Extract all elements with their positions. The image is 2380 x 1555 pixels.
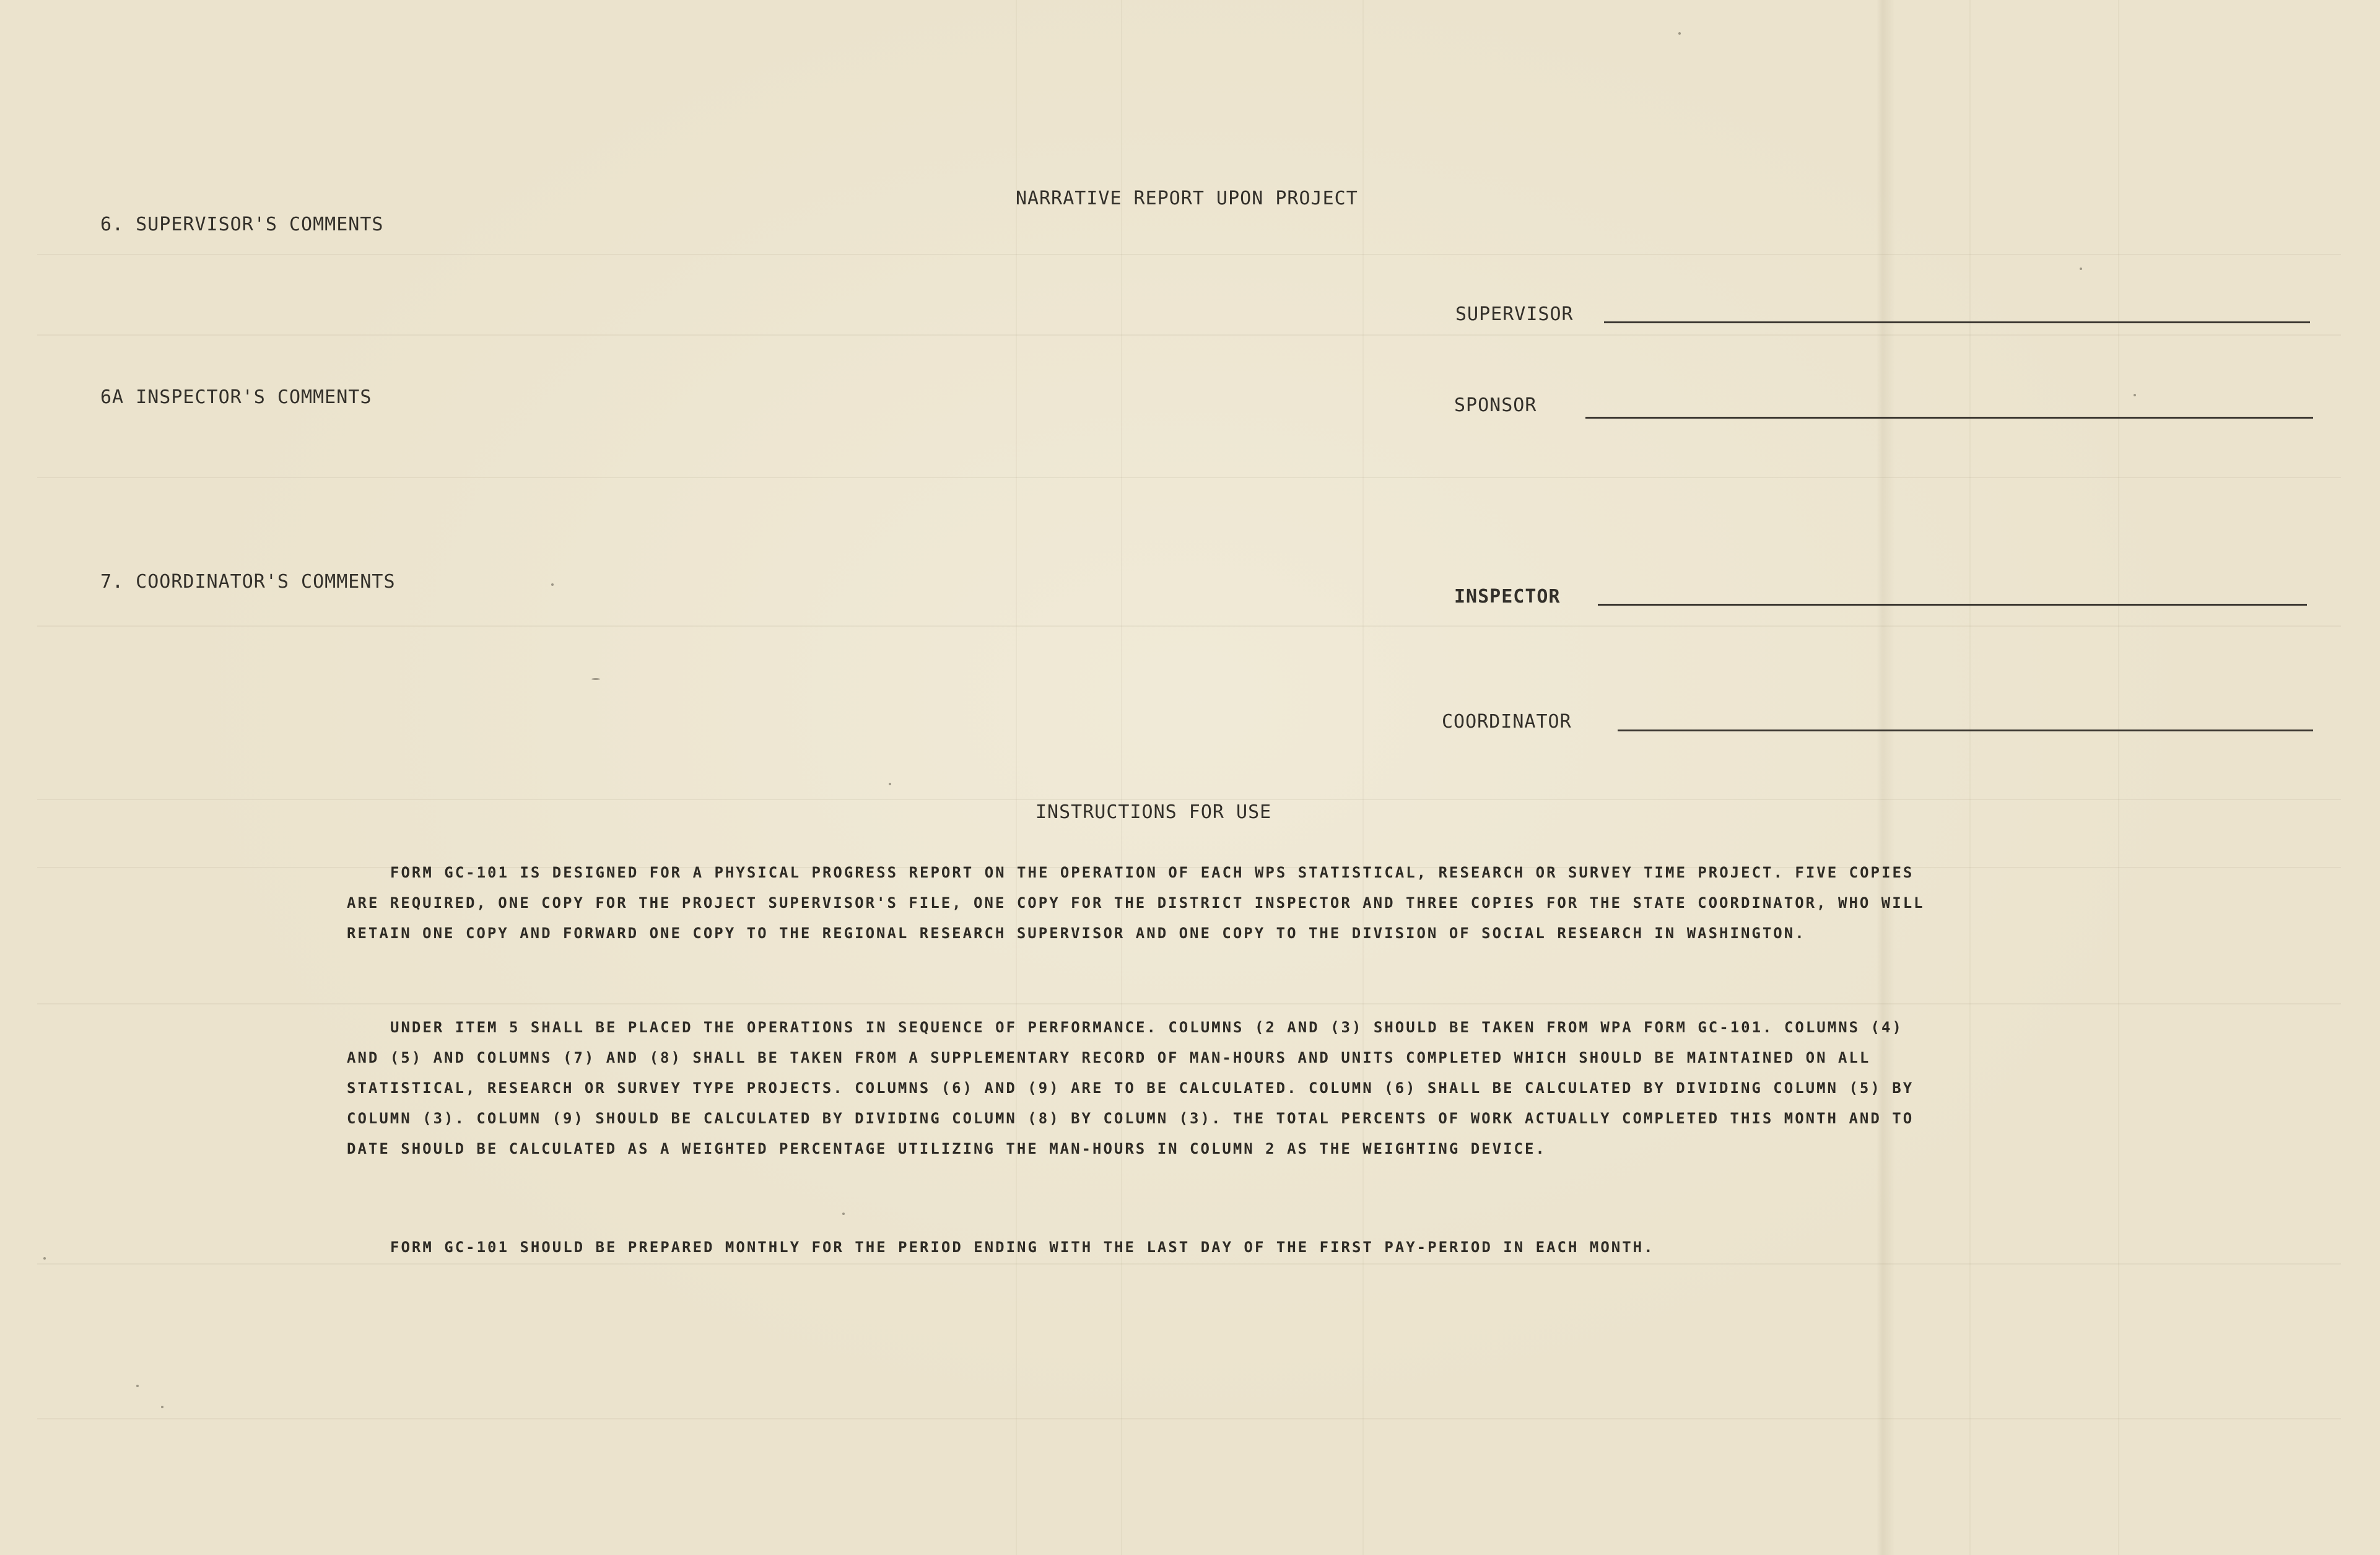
instructions-text: FORM GC-101 IS DESIGNED FOR A PHYSICAL PROGRESS REPORT ON THE OPERATION OF EACH WPS STATISTICAL, RESEARCH OR SURVEY TIME PROJECT. FIVE COPIES ARE REQUIRED, ONE COPY FOR THE PROJECT SUPERVISOR'S FILE, ONE COPY FOR THE DISTRICT INSPECTOR AND THREE COPIES FOR THE STATE COORDINATOR, WHO WILL RETAIN ONE COPY AND FORWARD ONE COPY TO THE REGIONAL RESEARCH SUPERVISOR AND ONE COPY TO THE DIVISION OF SOCIAL RESEARCH IN WASHINGTON.: [347, 864, 1925, 942]
paper-speck: [43, 1257, 46, 1260]
instructions-text: FORM GC-101 SHOULD BE PREPARED MONTHLY FOR THE PERIOD ENDING WITH THE LAST DAY OF THE FIRST PAY-PERIOD IN EACH MONTH.: [390, 1239, 1655, 1256]
ghost-rule: [37, 254, 2341, 255]
ghost-rule: [37, 477, 2341, 478]
coordinator-signature-label: COORDINATOR: [1442, 711, 1572, 733]
inspector-comments-label: 6A INSPECTOR'S COMMENTS: [100, 386, 372, 408]
instructions-heading: INSTRUCTIONS FOR USE: [1035, 801, 1272, 823]
instructions-paragraph-3: [347, 1232, 1932, 1263]
coordinator-comments-label: 7. COORDINATOR'S COMMENTS: [100, 571, 396, 593]
ghost-rule: [1121, 0, 1122, 1555]
inspector-signature-line: [1598, 604, 2307, 606]
ghost-rule: [1969, 0, 1971, 1555]
paper-speck: [161, 1406, 163, 1408]
sponsor-signature-line: [1585, 417, 2313, 419]
instructions-paragraph-2: [347, 1013, 1932, 1164]
paper-speck: [2080, 268, 2082, 270]
supervisor-comments-label: 6. SUPERVISOR'S COMMENTS: [100, 214, 384, 235]
sponsor-signature-label: SPONSOR: [1454, 394, 1537, 416]
supervisor-signature-line: [1604, 321, 2310, 323]
paper-speck: [889, 783, 891, 785]
ghost-rule: [37, 1263, 2341, 1265]
page-title: NARRATIVE REPORT UPON PROJECT: [1016, 188, 1358, 209]
paper-speck: [136, 1385, 139, 1387]
ghost-rule: [1016, 0, 1017, 1555]
coordinator-signature-line: [1618, 730, 2313, 731]
ghost-rule: [37, 625, 2341, 627]
ghost-rule: [37, 1003, 2341, 1004]
paper-speck: [591, 678, 600, 680]
paper-speck: [2134, 394, 2136, 396]
paper-speck: [551, 583, 554, 586]
paper-speck: [842, 1213, 845, 1215]
instructions-text: UNDER ITEM 5 SHALL BE PLACED THE OPERATIONS IN SEQUENCE OF PERFORMANCE. COLUMNS (2 AND (3) SHOULD BE TAKEN FROM WPA FORM GC-101. COLUMNS (4) AND (5) AND COLUMNS (7) AND (8) SHALL BE TAKEN FROM A SUPPLEMENTARY RECORD OF MAN-HOURS AND UNITS COMPLETED WHICH SHOULD BE MAINTAINED ON ALL STATISTICAL, RESEARCH OR SURVEY TYPE PROJECTS. COLUMNS (6) AND (9) ARE TO BE CALCULATED. COLUMN (6) SHALL BE CALCULATED BY DIVIDING COLUMN (5) BY COLUMN (3). COLUMN (9) SHOULD BE CALCULATED BY DIVIDING COLUMN (8) BY COLUMN (3). THE TOTAL PERCENTS OF WORK ACTUALLY COMPLETED THIS MONTH AND TO DATE SHOULD BE CALCULATED AS A WEIGHTED PERCENTAGE UTILIZING THE MAN-HOURS IN COLUMN 2 AS THE WEIGHTING DEVICE.: [347, 1019, 1914, 1157]
ghost-rule: [37, 334, 2341, 336]
supervisor-signature-label: SUPERVISOR: [1455, 303, 1574, 325]
instructions-paragraph-1: [347, 858, 1932, 949]
ghost-rule: [37, 799, 2341, 800]
ghost-rule: [37, 1418, 2341, 1419]
paper-speck: [1678, 32, 1681, 35]
ghost-rule: [2118, 0, 2119, 1555]
inspector-signature-label: INSPECTOR: [1454, 586, 1561, 608]
ghost-rule: [1362, 0, 1364, 1555]
